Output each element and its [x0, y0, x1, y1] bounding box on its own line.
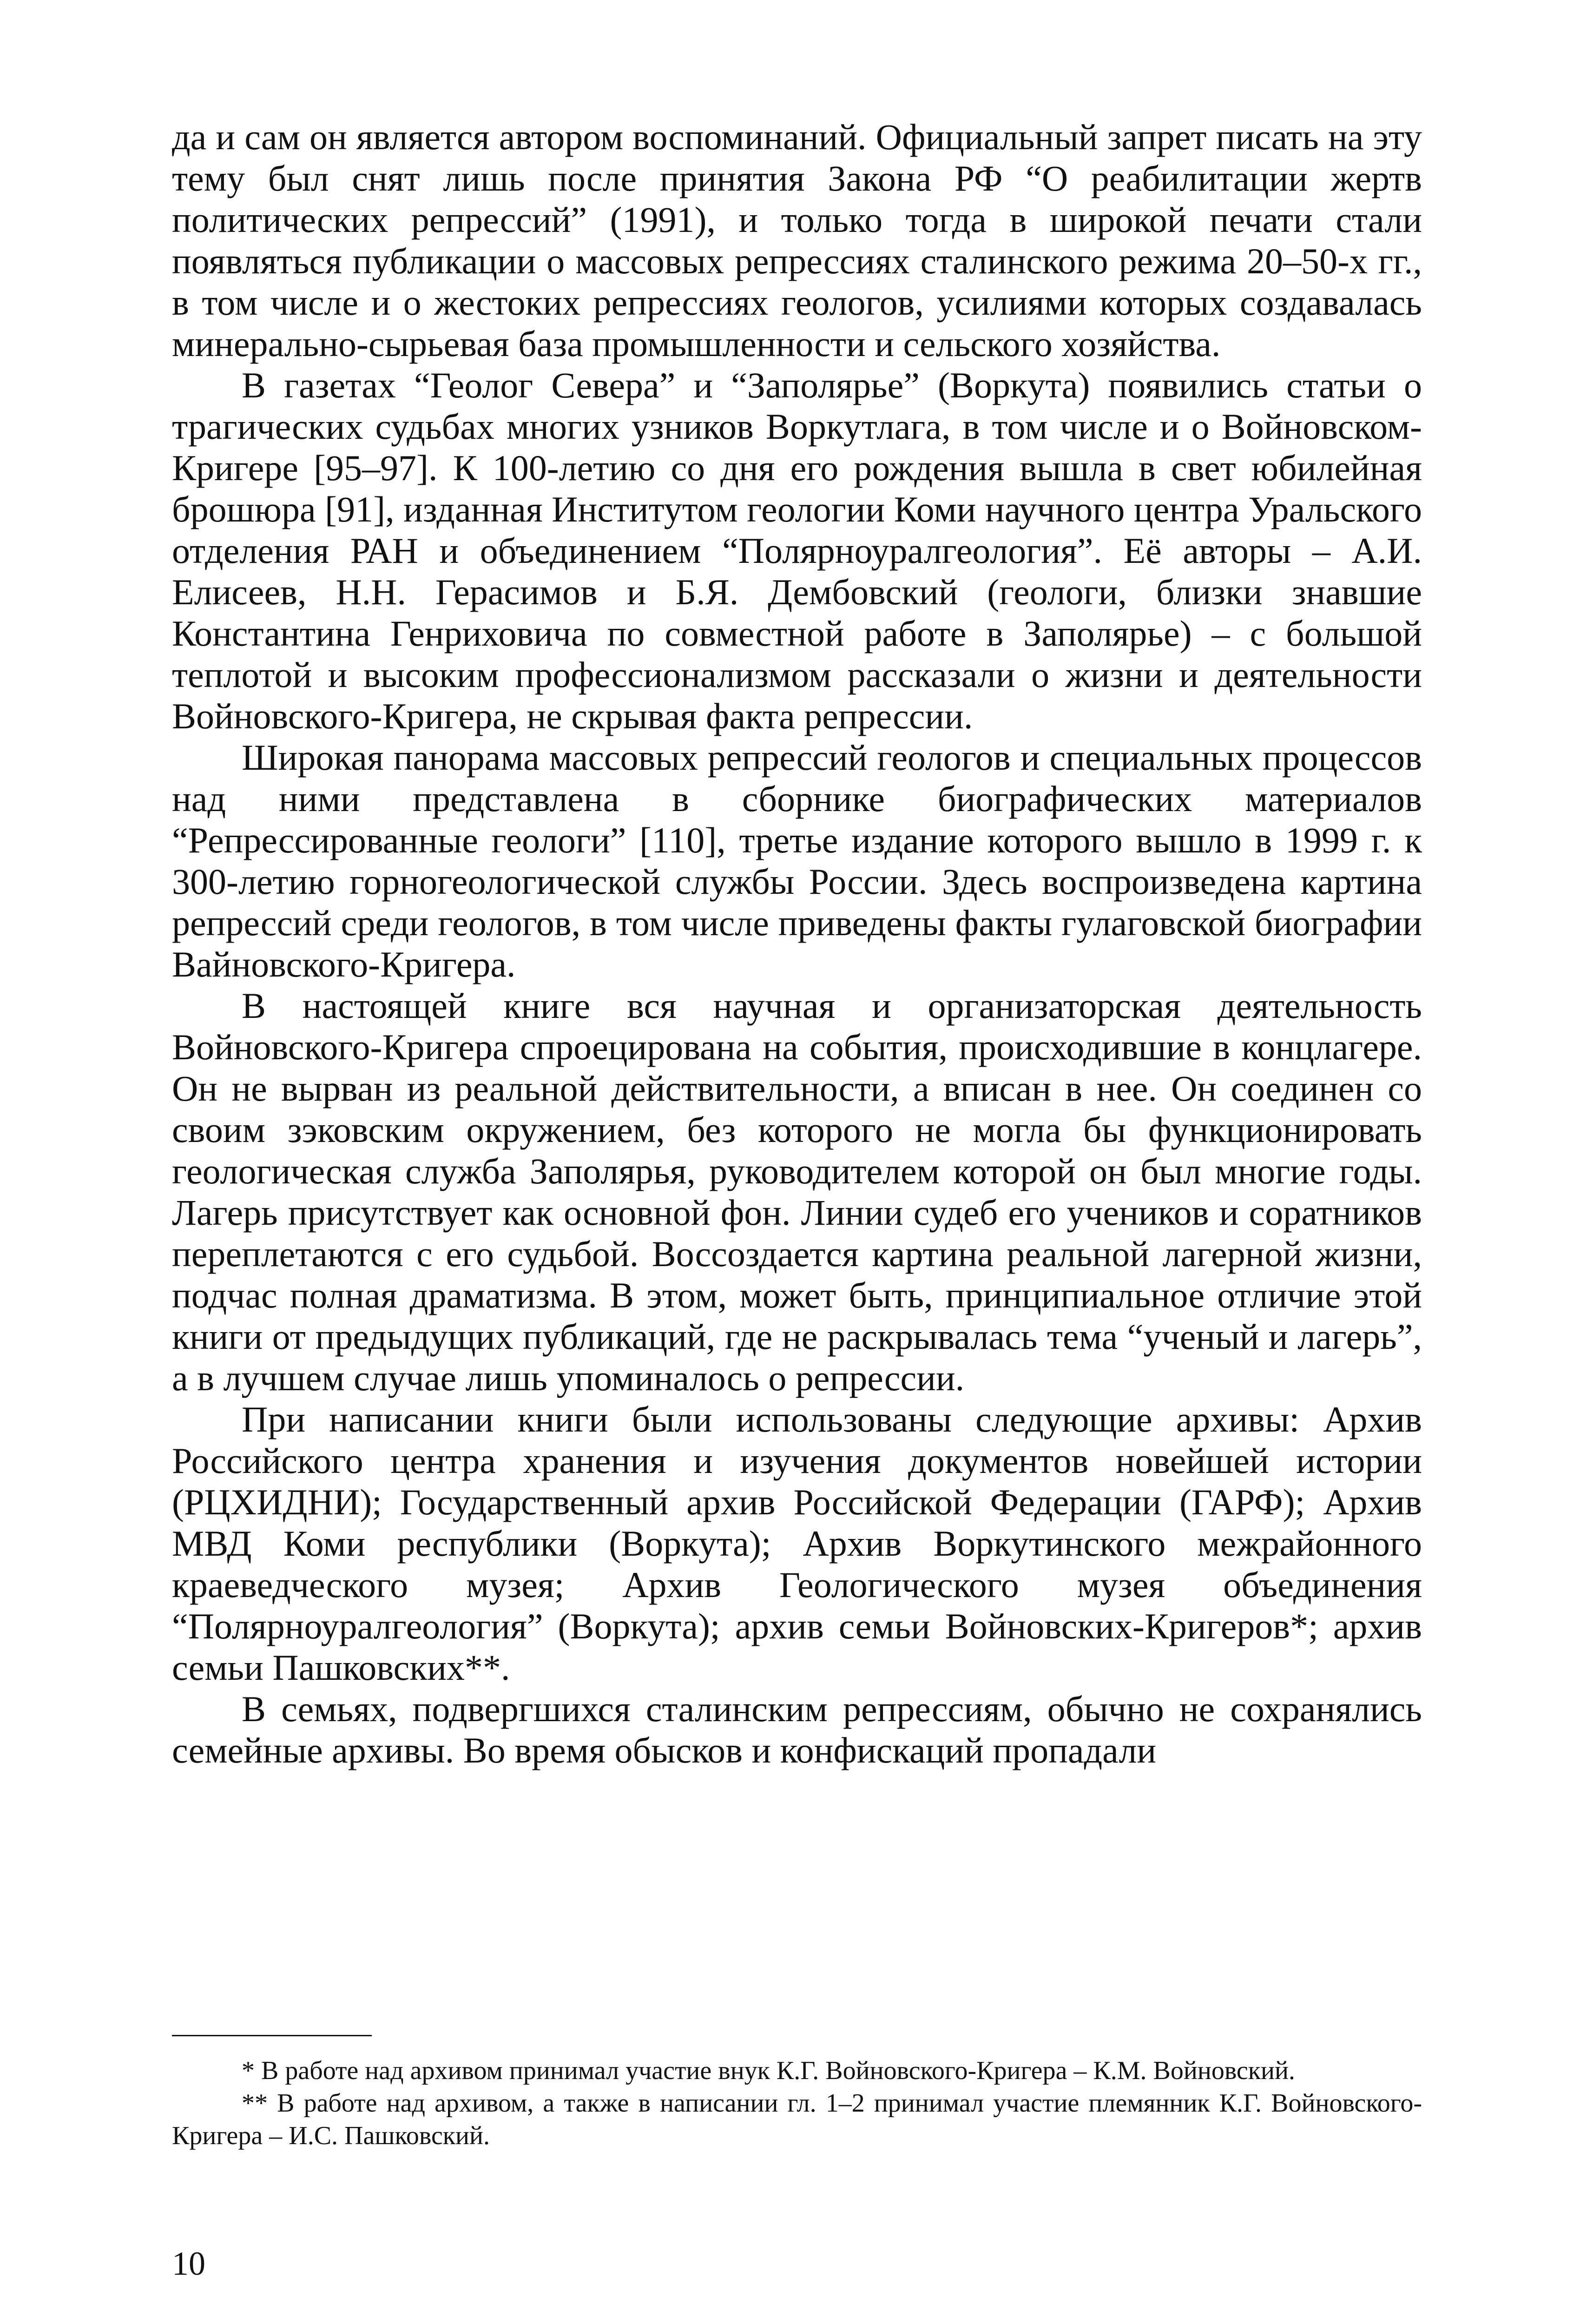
paragraph-archives: При написании книги были использованы следующие архивы: Архив Российского центра хранения и изучения документов новейшей истории (РЦХИДНИ); Государственный архив Российской Федерации (ГАРФ); Архив МВД Коми республики (Воркута); Архив Воркутинского межрайонного краеведческого музея; Архив Геологического музея объединения “Полярноуралгеология” (Воркута); архив семьи Войновских-Кригеров*; архив семьи Пашковских**. — [172, 1399, 1422, 1688]
footnote-1: * В работе над архивом принимал участие внук К.Г. Войновского-Кригера – К.М. Войновский. — [242, 2056, 1295, 2085]
paragraph-continuation: да и сам он является автором воспоминаний. Официальный запрет писать на эту тему был снят лишь после принятия Закона РФ “О реабилитации жертв политических репрессий” (1991), и только тогда в широкой печати стали появляться публикации о массовых репрессиях сталинского режима 20–50-х гг., в том числе и о жестоких репрессиях геологов, усилиями которых создавалась минерально-сырьевая база промышленности и сельского хозяйства. — [172, 117, 1422, 364]
footnote-2: ** В работе над архивом, а также в написании гл. 1–2 принимал участие племянник К.Г. Войновского-Кригера – И.С. Пашковский. — [172, 2089, 1422, 2150]
footnotes — [172, 2054, 1422, 2152]
paragraph-collection: Широкая панорама массовых репрессий геологов и специальных процессов над ними представлена в сборнике биографических материалов “Репрессированные геологи” [110], третье издание которого вышло в 1999 г. к 300-летию горногеологической службы России. Здесь воспроизведена картина репрессий среди геологов, в том числе приведены факты гулаговской биографии Вайновского-Кригера. — [172, 737, 1422, 984]
main-text — [172, 116, 1422, 1771]
page-number: 10 — [172, 2245, 205, 2282]
paragraph-this-book: В настоящей книге вся научная и организаторская деятельность Войновского-Кригера спроецирована на события, происходившие в концлагере. Он не вырван из реальной действительности, а вписан в нее. Он соединен со своим зэковским окружением, без которого не могла бы функционировать геологическая служба Заполярья, руководителем которой он был многие годы. Лагерь присутствует как основной фон. Линии судеб его учеников и соратников переплетаются с его судьбой. Воссоздается картина реальной лагерной жизни, подчас полная драматизма. В этом, может быть, принципиальное отличие этой книги от предыдущих публикаций, где не раскрывалась тема “ученый и лагерь”, а в лучшем случае лишь упоминалось о репрессии. — [172, 985, 1422, 1398]
paragraph-newspapers: В газетах “Геолог Севера” и “Заполярье” (Воркута) появились статьи о трагических судьбах многих узников Воркутлага, в том числе и о Войновском-Кригере [95–97]. К 100-летию со дня его рождения вышла в свет юбилейная брошюра [91], изданная Институтом геологии Коми научного центра Уральского отделения РАН и объединением “Полярноуралгеология”. Её авторы – А.И. Елисеев, Н.Н. Герасимов и Б.Я. Дембовский (геологи, близки знавшие Константина Генриховича по совместной работе в Заполярье) – с большой теплотой и высоким профессионализмом рассказали о жизни и деятельности Войновского-Кригера, не скрывая факта репрессии. — [172, 365, 1422, 736]
paragraph-families: В семьях, подвергшихся сталинским репрессиям, обычно не сохранялись семейные архивы. Во время обысков и конфискаций пропадали — [172, 1689, 1422, 1770]
footnote-divider — [172, 2035, 372, 2036]
